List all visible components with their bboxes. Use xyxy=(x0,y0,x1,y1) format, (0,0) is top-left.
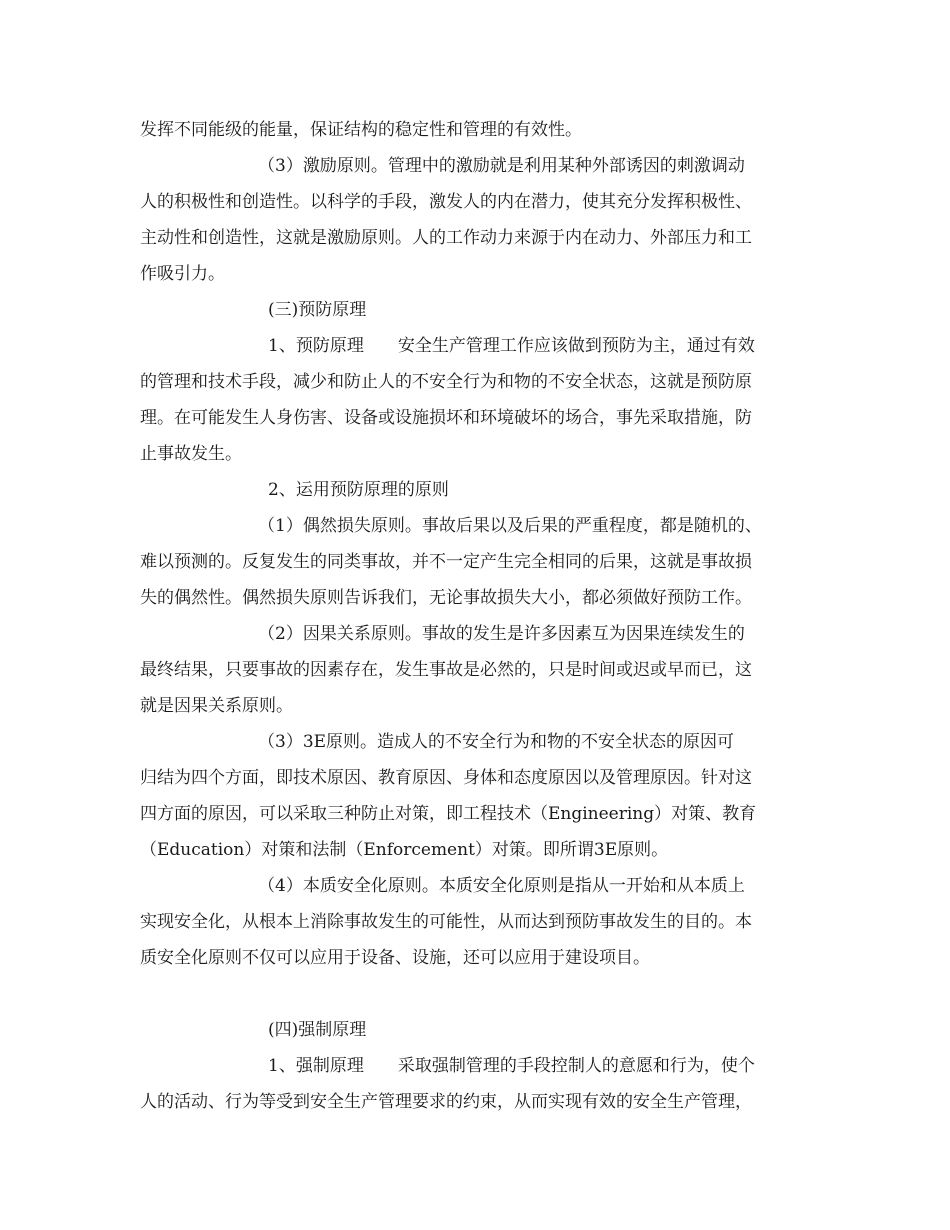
text-line: 难以预测的。反复发生的同类事故，并不一定产生完全相同的后果，这就是事故损 xyxy=(140,552,752,572)
text-line: 的管理和技术手段，减少和防止人的不安全行为和物的不安全状态，这就是预防原 xyxy=(140,372,752,392)
text-line: （3）激励原则。管理中的激励就是利用某种外部诱因的刺激调动 xyxy=(258,156,745,176)
text-line: 主动性和创造性，这就是激励原则。人的工作动力来源于内在动力、外部压力和工 xyxy=(140,228,752,248)
text-line: 四方面的原因，可以采取三种防止对策，即工程技术（Engineering）对策、教育 xyxy=(140,804,757,824)
section-heading: (四)强制原理 xyxy=(268,1020,367,1040)
text-line: 就是因果关系原则。 xyxy=(140,696,293,716)
text-line: 最终结果，只要事故的因素存在，发生事故是必然的，只是时间或迟或早而已，这 xyxy=(140,660,752,680)
text-line: （4）本质安全化原则。本质安全化原则是指从一开始和从本质上 xyxy=(258,876,745,896)
subsection-heading: 2、运用预防原理的原则 xyxy=(268,480,449,500)
text-line: （Education）对策和法制（Enforcement）对策。即所谓3E原则。 xyxy=(140,840,669,860)
text-line: （1）偶然损失原则。事故后果以及后果的严重程度，都是随机的、 xyxy=(258,516,762,536)
text-line: 理。在可能发生人身伤害、设备或设施损坏和环境破坏的场合，事先采取措施，防 xyxy=(140,408,752,428)
text-line: 止事故发生。 xyxy=(140,444,242,464)
text-line: 人的活动、行为等受到安全生产管理要求的约束，从而实现有效的安全生产管理， xyxy=(140,1092,752,1112)
text-line: 质安全化原则不仅可以应用于设备、设施，还可以应用于建设项目。 xyxy=(140,948,650,968)
text-line: 1、预防原理 安全生产管理工作应该做到预防为主，通过有效 xyxy=(268,336,755,356)
text-line: 1、强制原理 采取强制管理的手段控制人的意愿和行为，使个 xyxy=(268,1056,755,1076)
text-line: 归结为四个方面，即技术原因、教育原因、身体和态度原因以及管理原因。针对这 xyxy=(140,768,752,788)
text-line: 作吸引力。 xyxy=(140,264,225,284)
text-line: 失的偶然性。偶然损失原则告诉我们，无论事故损失大小，都必须做好预防工作。 xyxy=(140,588,752,608)
section-heading: (三)预防原理 xyxy=(268,300,367,320)
text-line: （2）因果关系原则。事故的发生是许多因素互为因果连续发生的 xyxy=(258,624,745,644)
text-line: 人的积极性和创造性。以科学的手段，激发人的内在潜力，使其充分发挥积极性、 xyxy=(140,192,752,212)
text-line: 实现安全化，从根本上消除事故发生的可能性，从而达到预防事故发生的目的。本 xyxy=(140,912,752,932)
text-line: 发挥不同能级的能量，保证结构的稳定性和管理的有效性。 xyxy=(140,120,582,140)
text-line: （3）3E原则。造成人的不安全行为和物的不安全状态的原因可 xyxy=(258,732,735,752)
